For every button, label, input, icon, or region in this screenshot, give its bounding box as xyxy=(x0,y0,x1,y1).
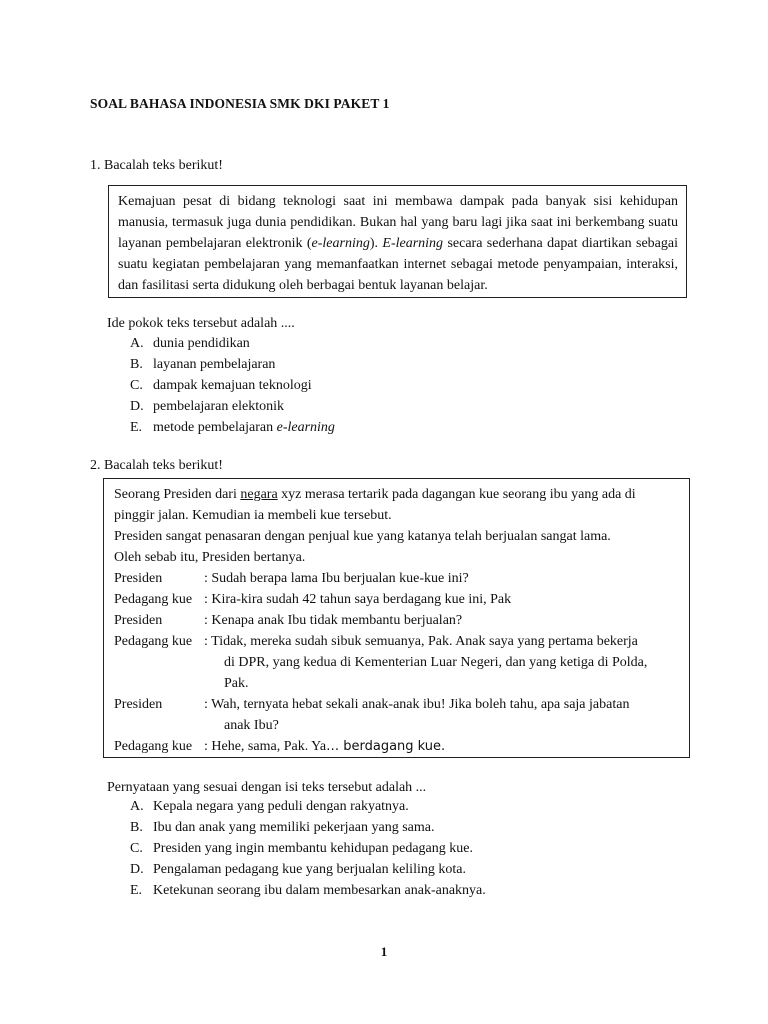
dialog-line xyxy=(114,631,681,652)
q1-passage-part3: secara sederhana dapat diartikan sebagai suatu kegiatan pembelajaran yang memanfaatkan internet sebagai metode penyampaian, interaksi, dan fasilitasi serta didukung oleh berbagai bentuk layanan belajar. xyxy=(118,236,678,293)
q2-intro-line2: pinggir jalan. Kemudian ia membeli kue tersebut. xyxy=(114,508,392,523)
dialog-utterance: : Sudah berapa lama Ibu berjualan kue-kue ini? xyxy=(204,571,469,586)
option-letter: B. xyxy=(130,820,143,835)
q1-heading: 1. Bacalah teks berikut! xyxy=(90,158,223,173)
dialog-utterance: : Wah, ternyata hebat sekali anak-anak ibu! Jika boleh tahu, apa saja jabatan xyxy=(204,697,630,712)
q2-intro-text: Seorang Presiden dari xyxy=(114,487,241,502)
dialog-continuation: di DPR, yang kedua di Kementerian Luar Negeri, dan yang ketiga di Polda, xyxy=(224,655,648,670)
option-letter: C. xyxy=(130,378,143,393)
dialog-continuation: anak Ibu? xyxy=(224,718,279,733)
option-letter: D. xyxy=(130,862,144,877)
q1-options xyxy=(130,333,335,438)
q2-intro-line1 xyxy=(114,484,681,505)
q2-passage-box xyxy=(103,478,690,758)
dialog-line xyxy=(114,589,681,610)
option-letter: E. xyxy=(130,883,143,898)
q1-passage-part1: Kemajuan pesat di bidang teknologi saat ini membawa dampak pada banyak sisi kehidupan manusia, termasuk juga dunia pendidikan. Bukan hal yang baru lagi jika saat ini berkembang suatu layanan pembelajaran elektronik ( xyxy=(118,194,678,251)
dialog-speaker: Pedagang kue xyxy=(114,634,193,649)
dialog-speaker: Pedagang kue xyxy=(114,592,193,607)
dialog-speaker: Pedagang kue xyxy=(114,739,193,754)
q1-passage-box xyxy=(108,185,687,298)
q1-question: Ide pokok teks tersebut adalah .... xyxy=(107,316,295,331)
q1-option-e[interactable] xyxy=(130,417,335,438)
option-text: dunia pendidikan xyxy=(153,336,250,351)
dialog-utterance-tail: … berdagang kue. xyxy=(326,739,446,754)
option-letter: A. xyxy=(130,799,144,814)
option-text: Kepala negara yang peduli dengan rakyatnya. xyxy=(153,799,409,814)
dialog-speaker: Presiden xyxy=(114,613,163,628)
q2-options xyxy=(130,796,486,901)
dialog-line xyxy=(114,568,681,589)
option-text: Pengalaman pedagang kue yang berjualan keliling kota. xyxy=(153,862,466,877)
q2-option-c[interactable] xyxy=(130,838,486,859)
q1-option-b[interactable] xyxy=(130,354,335,375)
document-title: SOAL BAHASA INDONESIA SMK DKI PAKET 1 xyxy=(90,96,390,111)
q1-option-d[interactable] xyxy=(130,396,335,417)
q1-option-a[interactable] xyxy=(130,333,335,354)
option-text: pembelajaran elektonik xyxy=(153,399,284,414)
option-letter: C. xyxy=(130,841,143,856)
dialog-utterance: : Tidak, mereka sudah sibuk semuanya, Pak. Anak saya yang pertama bekerja xyxy=(204,634,638,649)
dialog-continuation: Pak. xyxy=(224,676,249,691)
option-letter: E. xyxy=(130,420,143,435)
q1-passage-part2: ). xyxy=(369,236,383,251)
q2-intro-text: xyz merasa tertarik pada dagangan kue seorang ibu yang ada di xyxy=(277,487,636,502)
option-text-emphasis: e-learning xyxy=(276,420,335,435)
dialog-speaker: Presiden xyxy=(114,571,163,586)
q2-option-d[interactable] xyxy=(130,859,486,880)
q1-option-c[interactable] xyxy=(130,375,335,396)
q2-option-e[interactable] xyxy=(130,880,486,901)
page-number: 1 xyxy=(380,944,388,959)
dialog-line xyxy=(114,736,681,757)
dialog-speaker: Presiden xyxy=(114,697,163,712)
option-text: dampak kemajuan teknologi xyxy=(153,378,312,393)
option-text: layanan pembelajaran xyxy=(153,357,276,372)
dialog-utterance: : Kira-kira sudah 42 tahun saya berdagang kue ini, Pak xyxy=(204,592,512,607)
option-letter: B. xyxy=(130,357,143,372)
dialog-utterance: : Kenapa anak Ibu tidak membantu berjualan? xyxy=(204,613,463,628)
q1-passage-text xyxy=(118,191,678,296)
option-letter: D. xyxy=(130,399,144,414)
dialog-line xyxy=(114,610,681,631)
option-text: Ketekunan seorang ibu dalam membesarkan anak-anaknya. xyxy=(153,883,486,898)
q2-question: Pernyataan yang sesuai dengan isi teks tersebut adalah ... xyxy=(107,780,427,795)
dialog-line xyxy=(114,694,681,715)
q2-heading: 2. Bacalah teks berikut! xyxy=(90,458,223,473)
dialog-utterance-main: : Hehe, sama, Pak. Ya xyxy=(204,739,327,754)
q2-intro-underlined: negara xyxy=(240,487,278,502)
option-text: metode pembelajaran xyxy=(153,420,277,435)
option-text: Ibu dan anak yang memiliki pekerjaan yang sama. xyxy=(153,820,435,835)
option-text: Presiden yang ingin membantu kehidupan pedagang kue. xyxy=(153,841,473,856)
q1-passage-emphasis2: E-learning xyxy=(382,236,444,251)
q2-option-b[interactable] xyxy=(130,817,486,838)
dialog-utterance xyxy=(204,736,445,757)
q2-intro-line4: Oleh sebab itu, Presiden bertanya. xyxy=(114,550,306,565)
q2-option-a[interactable] xyxy=(130,796,486,817)
option-letter: A. xyxy=(130,336,144,351)
q1-passage-emphasis1: e-learning xyxy=(311,236,370,251)
q2-intro-line3: Presiden sangat penasaran dengan penjual kue yang katanya telah berjualan sangat lama. xyxy=(114,529,611,544)
